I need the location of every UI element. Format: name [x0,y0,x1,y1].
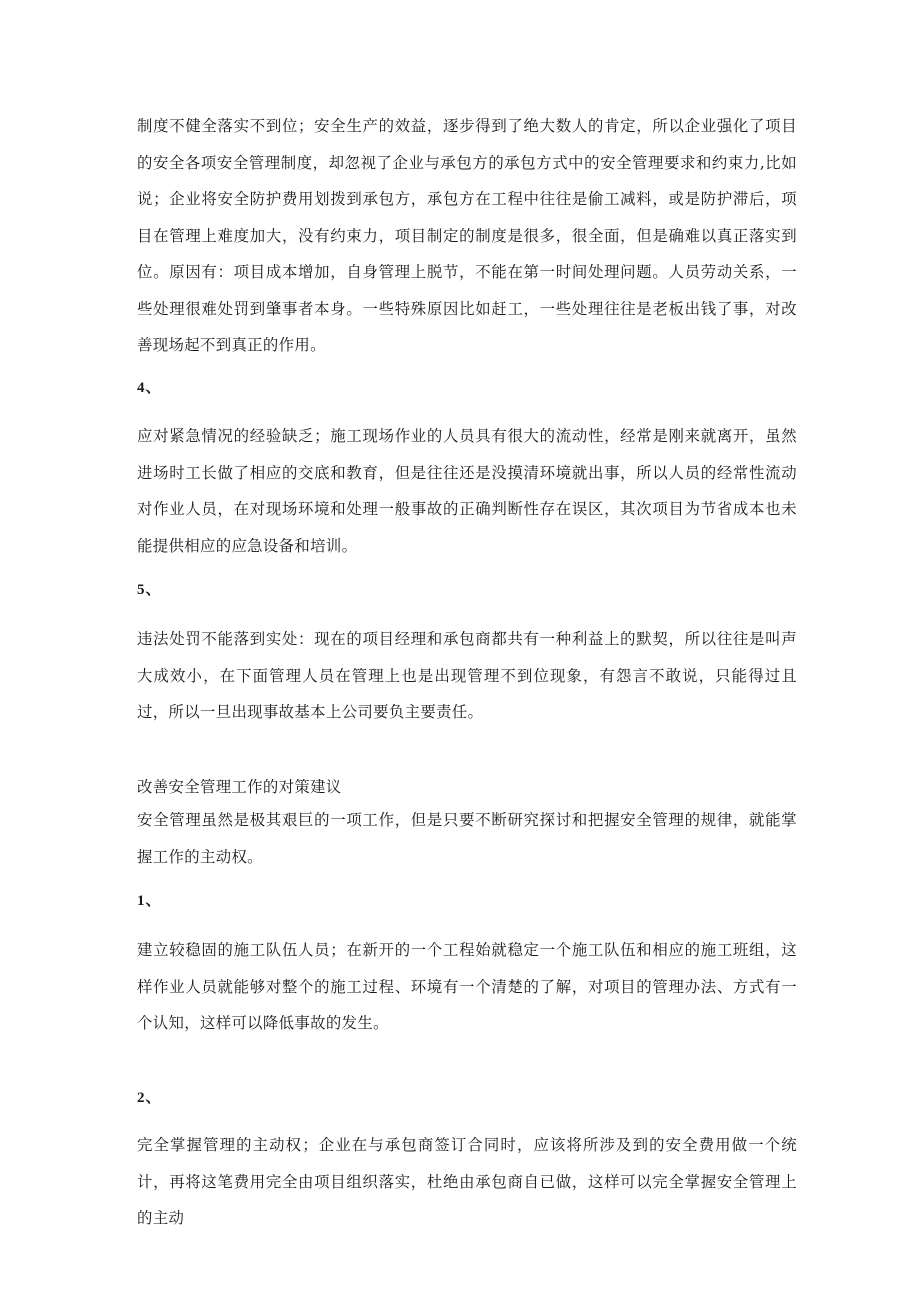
paragraph-management-control: 完全掌握管理的主动权；企业在与承包商签订合同时，应该将所涉及到的安全费用做一个统计，再将这笔费用完全由项目组织落实，杜绝由承包商自已做，这样可以完全掌握安全管理上的主动 [137,1136,797,1227]
item-number-2: 2、 [137,1090,162,1106]
paragraph-management-initiative: 安全管理虽然是极其艰巨的一项工作，但是只要不断研究探讨和把握安全管理的规律，就能掌握工作的主动权。 [137,811,797,866]
paragraph-penalty-enforcement: 违法处罚不能落到实处：现在的项目经理和承包商都共有一种利益上的默契，所以往往是叫声大成效小，在下面管理人员在管理上也是出现管理不到位现象，有怨言不敢说，只能得过且过，所以一旦出现事故基本上公司要负主要责任。 [137,630,797,721]
item-number-5: 5、 [137,582,162,598]
section-heading: 改善安全管理工作的对策建议 [137,778,342,796]
paragraph-stable-workforce: 建立较稳固的施工队伍人员；在新开的一个工程始就稳定一个施工队伍和相应的施工班组，这样作业人员就能够对整个的施工过程、环境有一个清楚的了解，对项目的管理办法、方式有一个认知，这样可以降低事故的发生。 [137,941,797,1032]
paragraph-regulation-implementation: 制度不健全落实不到位；安全生产的效益，逐步得到了绝大数人的肯定，所以企业强化了项目的安全各项安全管理制度，却忽视了企业与承包方的承包方式中的安全管理要求和约束力,比如说；企业将安全防护费用划拨到承包方，承包方在工程中往往是偷工减料，或是防护滞后，项目在管理上难度加大，没有约束力，项目制定的制度是很多，很全面，但是确难以真正落实到位。原因有：项目成本增加，自身管理上脱节，不能在第一时间处理问题。人员劳动关系，一些处理很难处罚到肇事者本身。一些特殊原因比如赶工，一些处理往往是老板出钱了事，对改善现场起不到真正的作用。 [137,117,797,354]
paragraph-emergency-experience: 应对紧急情况的经验缺乏；施工现场作业的人员具有很大的流动性，经常是刚来就离开，虽然进场时工长做了相应的交底和教育，但是往往还是没摸清环境就出事，所以人员的经常性流动对作业人员，在对现场环境和处理一般事故的正确判断性存在误区，其次项目为节省成本也未能提供相应的应急设备和培训。 [137,427,797,555]
item-number-1: 1、 [137,893,162,909]
item-number-4: 4、 [137,380,162,396]
